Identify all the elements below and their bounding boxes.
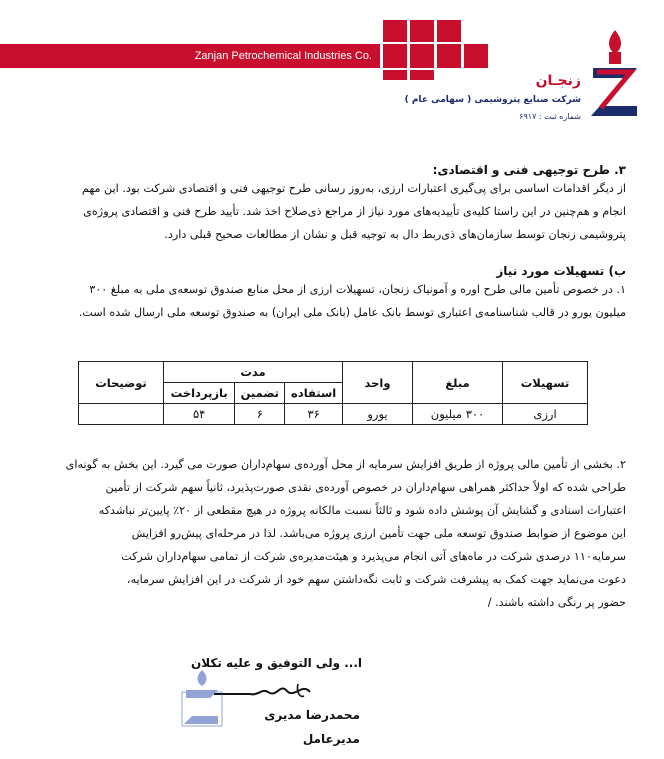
header-notes: توضیحات (79, 362, 164, 404)
header-unit: واحد (343, 362, 413, 404)
header-amount: مبلغ (413, 362, 503, 404)
company-logo-icon (585, 28, 645, 120)
section-3-line: انجام و هم‌چنین در این راستا کلیه‌ی تأییدیه‌های مورد نیاز از مراجع ذی‌صلاح اخذ شد. تأیید طرح فنی و اقتصادی پروژه‌ی (83, 205, 626, 218)
decor-square (383, 20, 407, 42)
header-duration: مدت (164, 362, 343, 383)
signature-icon (210, 678, 320, 706)
registration-number: شماره ثبت : ۶۹۱۷ (519, 112, 581, 121)
item-1-line: ۱. در خصوص تأمین مالی طرح اوره و آمونیاک زنجان، تسهیلات ارزی از محل منابع صندوق توسعه‌ی ملی به مبلغ ۳۰۰ (89, 283, 626, 296)
decor-square (410, 20, 434, 42)
table-header-row (79, 362, 588, 383)
header-usage: استفاده (285, 383, 343, 404)
decor-square (383, 44, 407, 68)
section-b-title: ب) تسهیلات مورد نیاز (496, 264, 626, 278)
item-2-line: حضور پر رنگی داشته باشند. / (487, 596, 626, 609)
header-facility: تسهیلات (503, 362, 588, 404)
decor-square (410, 70, 434, 80)
item-2-line: اعتبارات اسنادی و گشایش آن پوشش داده شود و ثالثاً نسبت مالکانه پروژه در هیچ مقطعی از ۲۰٪ پایین‌تر نباشد‌که (98, 504, 626, 517)
cell-unit: یورو (343, 404, 413, 425)
header-guarantee: تضمین (235, 383, 285, 404)
section-3-title: ۳. طرح توجیهی فنی و اقتصادی: (432, 163, 626, 177)
decor-square (383, 70, 407, 80)
cell-repayment: ۵۴ (164, 404, 235, 425)
signer-name: محمدرضا مدیری (264, 708, 360, 722)
company-name: زنجـان (535, 73, 581, 89)
closing-salutation: ا... ولی التوفیق و علیه تکلان (191, 656, 362, 670)
item-1-line: میلیون یورو در قالب شناسنامه‌ی اعتباری توسط بانک عامل (بانک ملی ایران) به صندوق توسعه ملی ارسال شده است. (78, 306, 626, 319)
signer-title: مدیرعامل (302, 732, 360, 746)
company-subtitle: شرکت صنایع پتروشیمی ( سهامی عام ) (404, 95, 581, 105)
item-2-line: ۲. بخشی از تأمین مالی پروژه از طریق افزایش سرمایه از محل آورده‌ی سهام‌داران صورت می گیرد. این بخش به گونه‌ای (65, 458, 626, 471)
header-repayment: بازپرداخت (164, 383, 235, 404)
section-b (58, 264, 626, 324)
cell-facility: ارزی (503, 404, 588, 425)
item-2 (58, 453, 626, 614)
item-2-line: سرمایه۱۱۰ درصدی شرکت در ماه‌های آتی انجام می‌پذیرد و هیئت‌مدیره‌ی شرکت از تمامی سهام‌داران شرکت (121, 550, 626, 563)
decor-square (410, 44, 434, 68)
item-2-line: طراحی شده که اولاً حداکثر همراهی سهام‌داران در خصوص آورده‌ی نقدی صورت‌پذیرد، ثانیاً سهم شرکت از تأمین (105, 481, 626, 494)
cell-usage: ۳۶ (285, 404, 343, 425)
decor-square (464, 44, 488, 68)
item-2-line: دعوت می‌نماید جهت کمک به پیشرفت شرکت و ثابت نگه‌داشتن سهم خود از شرکت در این افزایش سرمایه، (126, 573, 626, 586)
cell-guarantee: ۶ (235, 404, 285, 425)
cell-notes (79, 404, 164, 425)
table-row (79, 404, 588, 425)
facilities-table (78, 361, 588, 425)
cell-amount: ۳۰۰ میلیون (413, 404, 503, 425)
item-2-line: این موضوع از ضوابط صندوق توسعه ملی جهت تأمین ارزی پروژه می‌باشد. لذا در مرحله‌ای پیش‌رو افزایش (131, 527, 626, 540)
section-3-line: از دیگر اقدامات اساسی برای پی‌گیری اعتبارات ارزی، به‌روز رسانی طرح توجیهی فنی و اقتصادی شرکت بود. این مهم (81, 182, 626, 195)
section-3-line: پتروشیمی زنجان توسط سازمان‌های ذی‌ربط دال به توجیه قبل و نشان از مطالعات صحیح قبلی دارد. (164, 228, 626, 241)
decor-square (437, 20, 461, 42)
company-english-banner: Zanjan Petrochemical Industries Co. (0, 44, 380, 68)
decor-square (437, 44, 461, 68)
section-3 (58, 163, 626, 246)
